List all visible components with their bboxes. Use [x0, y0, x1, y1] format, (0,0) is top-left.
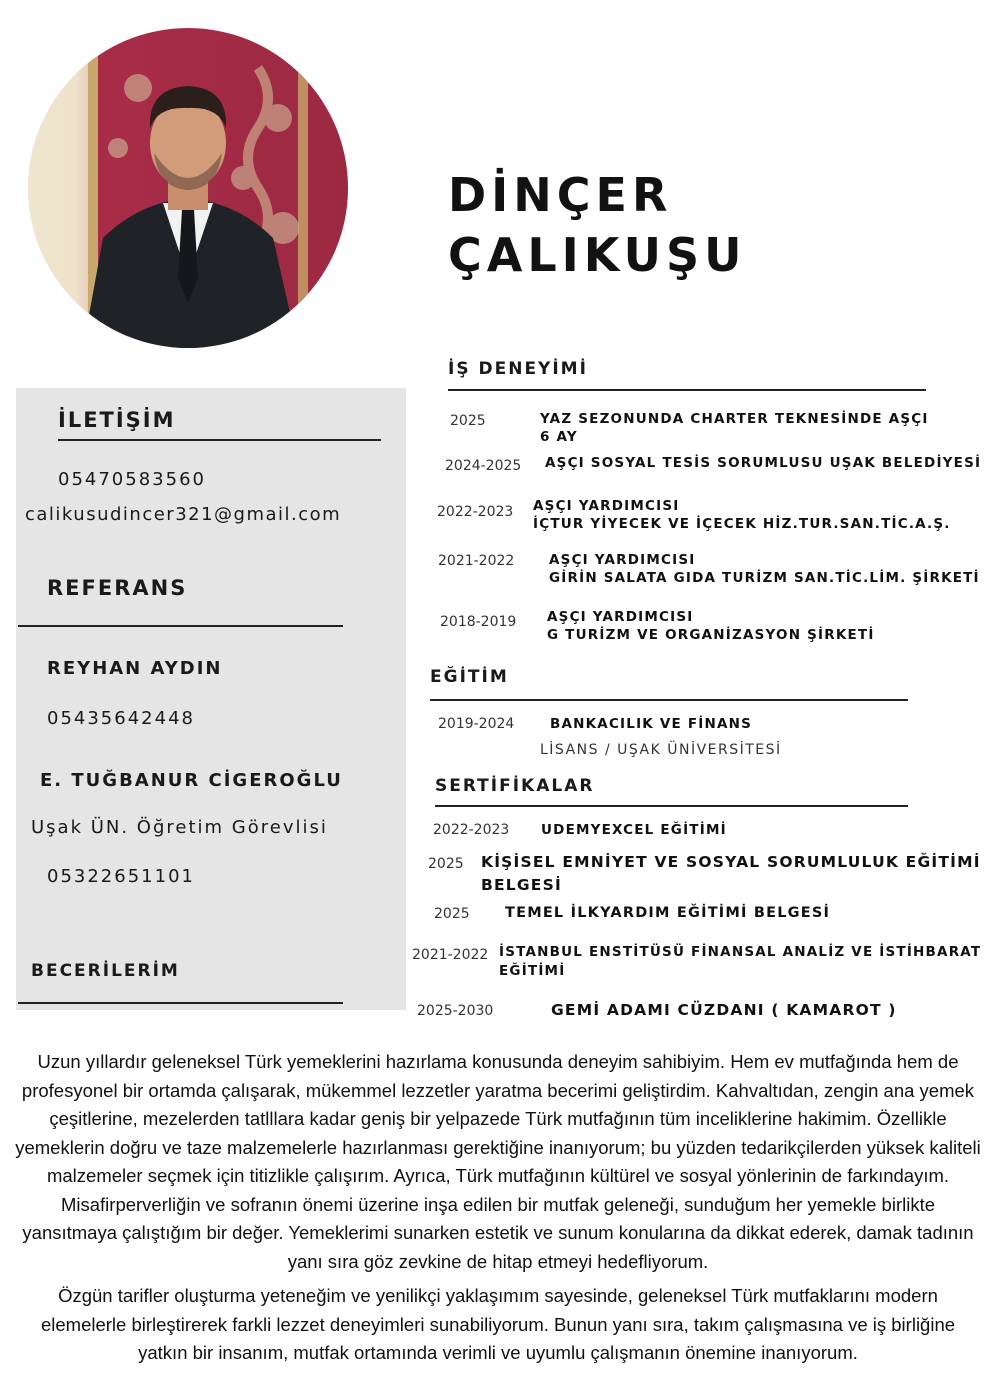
- education-divider: [430, 699, 908, 701]
- reference-name-1: REYHAN AYDIN: [47, 658, 223, 679]
- profile-photo-illustration: [28, 28, 348, 348]
- experience-detail: G TURİZM VE ORGANİZASYON ŞİRKETİ: [547, 627, 875, 643]
- certificate-years: 2025: [428, 856, 464, 872]
- reference-phone-2: 05322651101: [47, 866, 195, 887]
- first-name: DİNÇER: [448, 168, 673, 222]
- experience-divider: [448, 389, 926, 391]
- certificate-title: TEMEL İLKYARDIM EĞİTİMİ BELGESİ: [505, 905, 831, 921]
- certificate-years: 2022-2023: [433, 822, 510, 838]
- experience-detail: İÇTUR YİYECEK VE İÇECEK HİZ.TUR.SAN.TİC.A.Ş.: [533, 516, 951, 532]
- certificates-divider: [435, 805, 908, 807]
- experience-heading: İŞ DENEYİMİ: [448, 359, 588, 379]
- certificate-years: 2025: [434, 906, 470, 922]
- certificates-heading: SERTİFİKALAR: [435, 776, 595, 796]
- contact-email: calikusudincer321@gmail.com: [25, 504, 342, 525]
- experience-title: AŞÇI SOSYAL TESİS SORUMLUSU UŞAK BELEDİYESİ: [545, 455, 982, 471]
- contact-divider: [58, 439, 381, 441]
- experience-years: 2024-2025: [445, 458, 522, 474]
- reference-role-2: Uşak ÜN. Öğretim Görevlisi: [31, 817, 328, 838]
- experience-years: 2025: [450, 413, 486, 429]
- about-text: [14, 1048, 982, 1368]
- skills-divider: [18, 1002, 343, 1004]
- contact-phone: 05470583560: [58, 469, 206, 490]
- education-heading: EĞİTİM: [430, 667, 509, 687]
- certificate-title: UDEMYEXCEL EĞİTİMİ: [541, 822, 727, 838]
- skills-heading: BECERİLERİM: [31, 961, 180, 981]
- references-heading: REFERANS: [47, 576, 188, 600]
- certificate-title: İSTANBUL ENSTİTÜSÜ FİNANSAL ANALİZ VE İSTİHBARAT: [499, 944, 982, 960]
- contact-heading: İLETİŞİM: [58, 408, 176, 432]
- certificate-title: KİŞİSEL EMNİYET VE SOSYAL SORUMLULUK EĞİTİMİ: [481, 853, 981, 871]
- experience-title: YAZ SEZONUNDA CHARTER TEKNESİNDE AŞÇI: [540, 411, 929, 427]
- certificate-years: 2025-2030: [417, 1003, 494, 1019]
- certificate-title: GEMİ ADAMI CÜZDANI ( KAMAROT ): [551, 1001, 897, 1019]
- about-paragraph-2: Özgün tarifler oluşturma yeteneğim ve yenilikçi yaklaşımım sayesinde, geleneksel Türk mutfaklarını modern elemelerle birleştirerek farkli lezzet deneyimleri sunabiliyorum. Bunun yanı sıra, takım çalışmasına ve iş birliğine yatkın bir insanım, mutfak ortamında verimli ve uyumlu çalışmanın önemine inanıyorum.: [40, 1285, 956, 1363]
- education-detail: LİSANS / UŞAK ÜNİVERSİTESİ: [540, 742, 782, 758]
- resume-page: [8, 8, 988, 1390]
- experience-years: 2021-2022: [438, 553, 515, 569]
- certificate-detail: EĞİTİMİ: [499, 963, 566, 979]
- certificate-years: 2021-2022: [412, 947, 489, 963]
- about-paragraph-1: Uzun yıllardır geleneksel Türk yemeklerini hazırlama konusunda deneyim sahibiyim. Hem ev mutfağında hem de profesyonel bir ortamda çalışarak, mükemmel lezzetler yaratma becerimi geliştirdim. Kahvaltıdan, zengin ana yemek çeşitlerine, mezelerden tatlllara kadar geniş bir yelpazede Türk mutfağının tüm inceliklerine hakimim. Özellikle yemeklerin doğru ve taze malzemelerle hazırlanması gerektiğine inanıyorum; bu yüzden tedarikçilerden yüksek kaliteli malzemeler seçmek için titizlikle çalışırım. Ayrıca, Türk mutfağının kültürel ve sosyal yönlerinin de farkındayım. Misafirperverliğin ve sofranın önemi üzerine inşa edilen bir mutfak geleneği, sunduğum her yemekle birlikte yansıtmaya çalıştığım bir değer. Yemeklerimi sunarken estetik ve sunum konularına da dikkat ederek, damak tadının yanı sıra göz zevkine de hitap etmeyi hedefliyorum.: [15, 1051, 981, 1272]
- reference-name-2: E. TUĞBANUR CİGEROĞLU: [40, 770, 343, 791]
- profile-photo: [28, 28, 348, 348]
- experience-title: AŞÇI YARDIMCISI: [547, 609, 694, 625]
- education-title: BANKACILIK VE FİNANS: [550, 716, 753, 732]
- education-years: 2019-2024: [438, 716, 515, 732]
- references-divider: [18, 625, 343, 627]
- experience-years: 2022-2023: [437, 504, 514, 520]
- experience-title: AŞÇI YARDIMCISI: [549, 552, 696, 568]
- experience-detail: 6 AY: [540, 429, 578, 445]
- reference-phone-1: 05435642448: [47, 708, 195, 729]
- experience-years: 2018-2019: [440, 614, 517, 630]
- certificate-detail: BELGESİ: [481, 876, 562, 894]
- last-name: ÇALIKUŞU: [448, 228, 747, 282]
- experience-title: AŞÇI YARDIMCISI: [533, 498, 680, 514]
- experience-detail: GİRİN SALATA GIDA TURİZM SAN.TİC.LİM. ŞİRKETİ: [549, 570, 980, 586]
